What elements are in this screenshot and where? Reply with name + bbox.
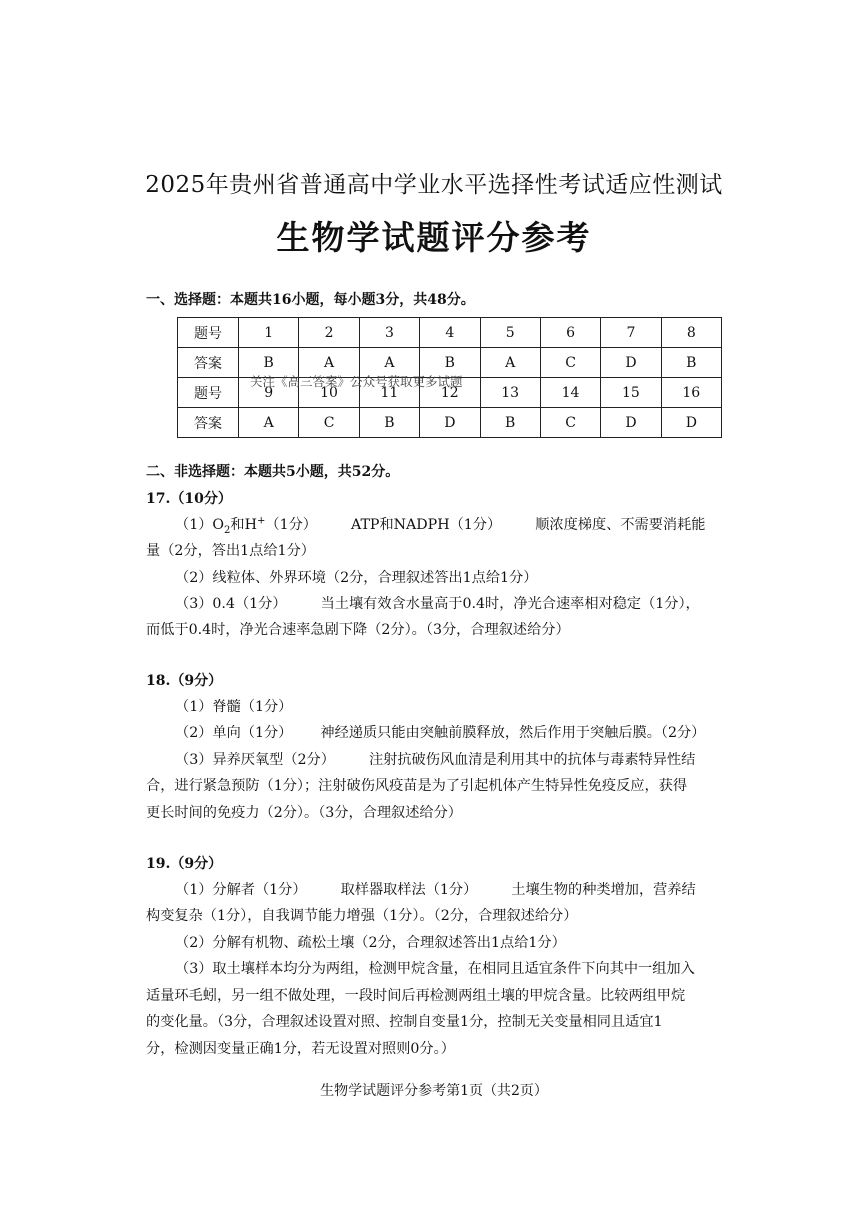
q18-part3-text: （3）异养厌氧型（2分）	[175, 752, 335, 768]
table-cell: 5	[480, 318, 540, 348]
q18-part2-text: （2）单向（1分）	[175, 725, 293, 741]
q17-part1-text: （1）O	[175, 517, 225, 533]
table-cell: C	[299, 408, 359, 438]
table-label: 答案	[178, 408, 239, 438]
table-cell: 12	[420, 378, 480, 408]
table-cell: 9	[239, 378, 299, 408]
q18-line-4: 合，进行紧急预防（1分）；注射破伤风疫苗是为了引起机体产生特异性免疫反应，获得	[146, 778, 688, 794]
question-18-heading: 18.（9分）	[146, 673, 223, 689]
table-cell: B	[661, 348, 721, 378]
exam-title: 2025年贵州省普通高中学业水平选择性考试适应性测试	[145, 172, 723, 198]
table-cell: D	[601, 408, 661, 438]
table-cell: B	[359, 408, 419, 438]
table-cell: C	[540, 408, 600, 438]
table-cell: A	[299, 348, 359, 378]
table-cell: B	[239, 348, 299, 378]
q19-line-6: 的变化量。（3分，合理叙述设置对照、控制自变量1分，控制无关变量相同且适宜1	[146, 1014, 663, 1030]
q18-line-2	[175, 722, 705, 742]
table-cell: B	[480, 408, 540, 438]
table-cell: 14	[540, 378, 600, 408]
q17-line-2: 量（2分，答出1点给1分）	[146, 543, 315, 559]
section2-heading: 二、非选择题：本题共5小题，共52分。	[146, 464, 400, 480]
q18-line-5: 更长时间的免疫力（2分）。（3分，合理叙述给分）	[146, 805, 462, 821]
q19-line-5: 适量环毛蚓，另一组不做处理，一段时间后再检测两组土壤的甲烷含量。比较两组甲烷	[146, 988, 686, 1004]
q17-part1-text: 顺浓度梯度、不需要消耗能	[535, 517, 706, 533]
q19-line-2: 构变复杂（1分），自我调节能力增强（1分）。（2分，合理叙述给分）	[146, 908, 578, 924]
table-cell: 16	[661, 378, 721, 408]
q17-line-4	[175, 593, 700, 613]
table-cell: 3	[359, 318, 419, 348]
document-title: 生物学试题评分参考	[276, 218, 592, 257]
watermark-text: 关注《高三答案》公众号获取更多试题	[250, 374, 463, 389]
table-cell: 11	[359, 378, 419, 408]
table-cell: A	[359, 348, 419, 378]
table-cell: 7	[601, 318, 661, 348]
q17-line-5: 而低于0.4时，净光合速率急剧下降（2分）。（3分，合理叙述给分）	[146, 622, 570, 638]
table-cell: D	[420, 408, 480, 438]
q19-part1-text: （1）分解者（1分）	[175, 882, 307, 898]
table-cell: D	[601, 348, 661, 378]
q19-line-1	[175, 879, 696, 899]
table-cell: 6	[540, 318, 600, 348]
q17-part3-text: 当土壤有效含水量高于0.4时，净光合速率相对稳定（1分），	[320, 596, 700, 612]
q18-part3-text: 注射抗破伤风血清是利用其中的抗体与毒素特异性结	[368, 752, 696, 768]
table-cell: 8	[661, 318, 721, 348]
question-19-heading: 19.（9分）	[146, 856, 223, 872]
table-cell: 13	[480, 378, 540, 408]
q18-line-3	[175, 749, 695, 769]
q17-line-1	[175, 514, 705, 536]
subscript: 2	[224, 524, 231, 536]
q19-line-3: （2）分解有机物、疏松土壤（2分，合理叙述答出1点给1分）	[175, 935, 566, 951]
table-cell: 15	[601, 378, 661, 408]
q19-line-4: （3）取土壤样本均分为两组，检测甲烷含量，在相同且适宜条件下向其中一组加入	[175, 961, 695, 977]
question-17-heading: 17.（10分）	[146, 491, 232, 507]
table-cell: C	[540, 348, 600, 378]
table-cell: A	[480, 348, 540, 378]
q17-part1-text: （1分）	[265, 517, 317, 533]
table-label: 答案	[178, 348, 239, 378]
table-cell: A	[239, 408, 299, 438]
table-cell: 4	[420, 318, 480, 348]
q17-line-3: （2）线粒体、外界环境（2分，合理叙述答出1点给1分）	[175, 570, 538, 586]
q17-part1-text: 和H	[230, 517, 257, 533]
q19-line-7: 分，检测因变量正确1分，若无设置对照则0分。）	[146, 1041, 455, 1057]
table-cell: 1	[239, 318, 299, 348]
table-cell: D	[661, 408, 721, 438]
q17-part3-text: （3）0.4（1分）	[175, 596, 287, 612]
table-row-numbers-1	[178, 318, 722, 348]
q19-part1-text: 土壤生物的种类增加，营养结	[511, 882, 696, 898]
table-row-answers-2	[178, 408, 722, 438]
table-cell: 2	[299, 318, 359, 348]
table-label: 题号	[178, 318, 239, 348]
table-cell: 10	[299, 378, 359, 408]
q17-part1-text: ATP和NADPH（1分）	[350, 517, 502, 533]
q19-part1-text: 取样器取样法（1分）	[340, 882, 478, 898]
section1-heading: 一、选择题：本题共16小题，每小题3分，共48分。	[146, 292, 475, 308]
table-label: 题号	[178, 378, 239, 408]
superscript: +	[256, 515, 266, 527]
q18-line-1: （1）脊髓（1分）	[175, 699, 293, 715]
q18-part2-text: 神经递质只能由突触前膜释放，然后作用于突触后膜。（2分）	[320, 725, 706, 741]
table-cell: B	[420, 348, 480, 378]
page-footer: 生物学试题评分参考第1页（共2页）	[320, 1083, 548, 1099]
